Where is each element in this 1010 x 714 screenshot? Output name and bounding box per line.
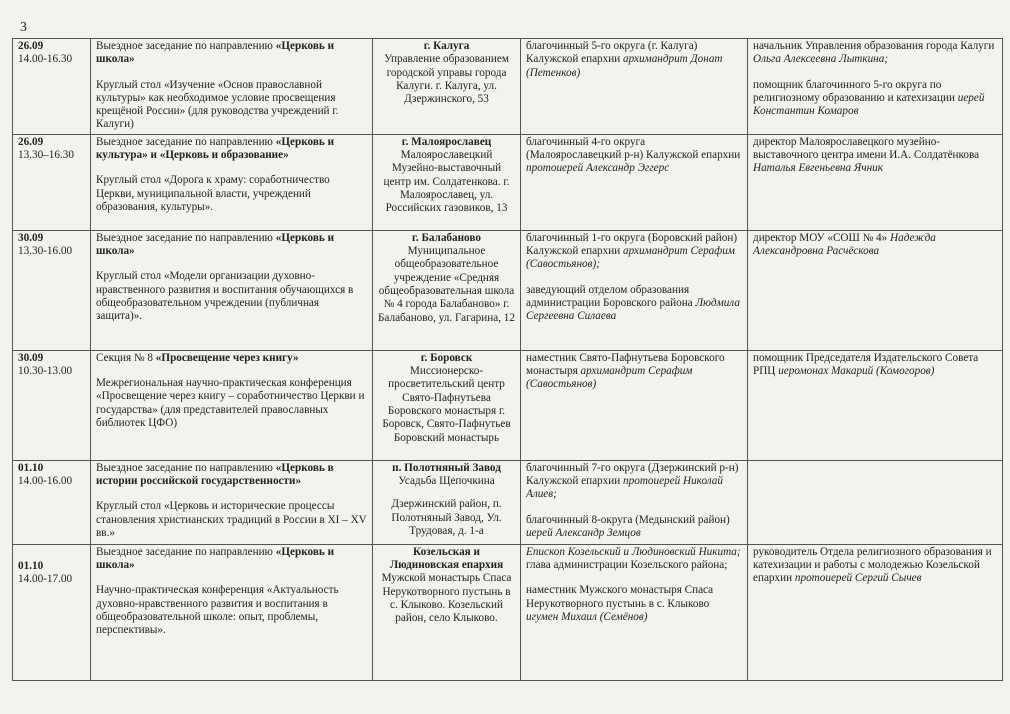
event-detail: Межрегиональная научно-практическая конференция «Просвещение через книгу – соработничество Церкви и государства» (для представителей православных библиотек ЦФО) bbox=[96, 377, 365, 429]
venue-address: Муниципальное общеобразовательное учреждение «Средняя общеобразовательная школа № 4 города Балабаново» г. Балабаново, ул. Гагарина, 12 bbox=[378, 245, 515, 324]
organizer-role: глава администрации Козельского района; bbox=[526, 559, 728, 572]
organizer-cell bbox=[521, 544, 748, 680]
coorganizer-role: начальник Управления образования города Калуги bbox=[753, 40, 995, 52]
organizer-name: архимандрит Донат (Петенков) bbox=[526, 53, 723, 79]
coorganizer-name: Ольга Алексеевна Лыткина; bbox=[753, 53, 889, 66]
coorganizer-name: Надежда Александровна Расчёскова bbox=[753, 231, 936, 258]
event-direction: Выездное заседание по направлению bbox=[96, 461, 276, 474]
venue-city: п. Полотняный Завод bbox=[392, 461, 501, 474]
coorganizer-name: Наталья Евгеньевна Ячник bbox=[753, 162, 883, 175]
venue-cell bbox=[373, 230, 521, 350]
organizer-role: наместник Свято-Пафнутьева Боровского монастыря bbox=[526, 351, 725, 378]
event-direction: Выездное заседание по направлению bbox=[96, 135, 276, 148]
event-cell bbox=[91, 460, 373, 544]
organizer-cell bbox=[521, 134, 748, 230]
organizer-role: благочинный 7-го округа (Дзержинский р-н) Калужской епархии bbox=[526, 461, 739, 488]
event-cell bbox=[91, 544, 373, 680]
date-cell bbox=[13, 460, 91, 544]
organizer-cell bbox=[521, 39, 748, 135]
schedule-table bbox=[12, 38, 1003, 681]
venue-cell bbox=[373, 460, 521, 544]
table-row bbox=[13, 39, 1003, 135]
date-cell bbox=[13, 544, 91, 680]
table-row bbox=[13, 460, 1003, 544]
coorganizer-role: помощник благочинного 5-го округа по религиозному образованию и катехизации bbox=[753, 78, 958, 104]
event-date: 26.09 bbox=[18, 40, 44, 52]
coorganizer-cell bbox=[748, 544, 1003, 680]
venue-cell bbox=[373, 350, 521, 460]
event-direction-title: «Церковь и школа» bbox=[96, 231, 335, 258]
venue-estate: Усадьба Щепочкина bbox=[398, 475, 495, 488]
venue-city: г. Малоярославец bbox=[401, 135, 492, 148]
venue-address: Малоярославецкий Музейно-выставочный центр им. Солдатенкова. г. Малоярославец, ул. Российских газовиков, 13 bbox=[383, 149, 510, 215]
organizer-role: наместник Мужского монастыря Спаса Нерукотворного пустынь в с. Клыково bbox=[526, 584, 714, 610]
event-direction-title: «Церковь в истории российской государственности» bbox=[96, 461, 334, 488]
event-detail: Научно-практическая конференция «Актуальность духовно-нравственного развития и воспитания в общеобразовательной школе: опыт, проблемы, перспективы». bbox=[96, 584, 339, 637]
event-cell bbox=[91, 350, 373, 460]
date-cell bbox=[13, 134, 91, 230]
event-direction-title: «Просвещение через книгу» bbox=[155, 351, 299, 364]
coorganizer-cell bbox=[748, 460, 1003, 544]
date-cell bbox=[13, 350, 91, 460]
organizer-name: архимандрит Серафим (Савостьянов); bbox=[526, 245, 735, 271]
event-detail: Круглый стол «Изучение «Основ православной культуры» как необходимое условие просвещения крещёной России» (для руководства учреждений г. Калуги) bbox=[96, 78, 339, 131]
organizer-role: заведующий отделом образования администрации Боровского района bbox=[526, 283, 696, 309]
organizer-name: архимандрит Серафим (Савостьянов) bbox=[526, 365, 693, 391]
venue-cell bbox=[373, 134, 521, 230]
venue-address: Управление образованием городской управы города Калуги. г. Калуга, ул. Дзержинского, 53 bbox=[384, 53, 509, 106]
event-direction: Секция № 8 bbox=[96, 351, 156, 364]
event-cell bbox=[91, 39, 373, 135]
event-cell bbox=[91, 230, 373, 350]
organizer-name: Людмила Сергеевна Силаева bbox=[526, 296, 740, 323]
event-time: 13.30-16.00 bbox=[18, 245, 73, 258]
event-time: 14.00-17.00 bbox=[18, 573, 73, 586]
venue-cell bbox=[373, 544, 521, 680]
coorganizer-role: директор МОУ «СОШ № 4» bbox=[753, 231, 891, 244]
organizer-name: протоиерей Николай Алиев; bbox=[526, 475, 723, 501]
event-direction: Выездное заседание по направлению bbox=[96, 545, 276, 558]
coorganizer-role: помощник Председателя Издательского Совета РПЦ bbox=[753, 351, 979, 378]
organizer-cell bbox=[521, 350, 748, 460]
organizer-role: благочинный 1-го округа (Боровский район) Калужской епархии bbox=[526, 231, 738, 258]
coorganizer-cell bbox=[748, 39, 1003, 135]
coorganizer-cell bbox=[748, 134, 1003, 230]
organizer-role: благочинный 4-го округа (Малоярославецкий р-н) Калужской епархии bbox=[526, 135, 741, 162]
event-direction: Выездное заседание по направлению bbox=[96, 40, 276, 52]
coorganizer-cell bbox=[748, 230, 1003, 350]
table-row bbox=[13, 350, 1003, 460]
event-date: 26.09 bbox=[18, 135, 44, 148]
event-time: 13.30–16.30 bbox=[18, 149, 74, 162]
venue-city: г. Боровск bbox=[420, 351, 473, 364]
organizer-name: протоиерей Александр Эггерс bbox=[526, 162, 670, 175]
organizer-cell bbox=[521, 230, 748, 350]
date-cell bbox=[13, 230, 91, 350]
organizer-cell bbox=[521, 460, 748, 544]
event-date: 30.09 bbox=[18, 231, 44, 244]
coorganizer-role: директор Малоярославецкого музейно-выставочного центра имени И.А. Солдатёнкова bbox=[753, 135, 980, 162]
coorganizer-role: руководитель Отдела религиозного образования и катехизации и работы с молодежью Козельской епархии bbox=[753, 545, 992, 585]
table-row bbox=[13, 134, 1003, 230]
event-time: 14.00-16.30 bbox=[18, 53, 73, 66]
page-number: 3 bbox=[20, 20, 27, 35]
table-row bbox=[13, 230, 1003, 350]
organizer-name: Епископ Козельский и Людиновский Никита; bbox=[526, 545, 741, 558]
event-detail: Круглый стол «Дорога к храму: соработничество Церкви, муниципальной власти, учреждений образования, культуры». bbox=[96, 174, 330, 213]
organizer-role: благочинный 5-го округа (г. Калуга) Калужской епархии bbox=[526, 40, 698, 66]
coorganizer-name: протоиерей Сергий Сычев bbox=[794, 572, 922, 585]
event-time: 10.30-13.00 bbox=[18, 365, 73, 378]
event-direction-title: «Церковь и школа» bbox=[96, 545, 335, 572]
venue-city: г. Балабаново bbox=[412, 231, 481, 244]
table-row bbox=[13, 544, 1003, 680]
event-cell bbox=[91, 134, 373, 230]
date-cell bbox=[13, 39, 91, 135]
organizer-role: благочинный 8-округа (Медынский район) bbox=[526, 513, 730, 526]
event-date: 30.09 bbox=[18, 351, 44, 364]
event-detail: Круглый стол «Церковь и исторические процессы становления христианских традиций в России в XI – XV вв.» bbox=[96, 500, 367, 539]
venue-address: Мужской монастырь Спаса Нерукотворного пустынь в с. Клыково. Козельский район, село Клыково. bbox=[381, 572, 512, 625]
event-direction-title: «Церковь и школа» bbox=[96, 40, 335, 66]
venue-address: Миссионерско-просветительский центр Свято-Пафнутьева Боровского монастыря г. Боровск, Свято-Пафнутьев Боровский монастырь bbox=[382, 365, 511, 444]
organizer-name: игумен Михаил (Семёнов) bbox=[526, 610, 648, 623]
event-detail: Круглый стол «Модели организации духовно-нравственного развития и воспитания обучающихся в общеобразовательном учреждении (публичная защита)». bbox=[96, 270, 354, 323]
event-date: 01.10 bbox=[18, 559, 44, 572]
venue-city: г. Калуга bbox=[423, 40, 470, 52]
coorganizer-name: иерей Константин Комаров bbox=[753, 91, 985, 118]
organizer-name: иерей Александр Земцов bbox=[526, 526, 641, 539]
event-time: 14.00-16.00 bbox=[18, 475, 73, 488]
event-direction-title: «Церковь и культура» и «Церковь и образование» bbox=[96, 135, 335, 162]
venue-city: Козельская и Людиновская епархия bbox=[389, 545, 504, 572]
coorganizer-cell bbox=[748, 350, 1003, 460]
venue-address: Дзержинский район, п. Полотняный Завод, Ул. Трудовая, д. 1-а bbox=[391, 498, 502, 537]
coorganizer-name: иеромонах Макарий (Комогоров) bbox=[778, 365, 935, 378]
venue-cell bbox=[373, 39, 521, 135]
event-date: 01.10 bbox=[18, 461, 44, 474]
event-direction: Выездное заседание по направлению bbox=[96, 231, 276, 244]
